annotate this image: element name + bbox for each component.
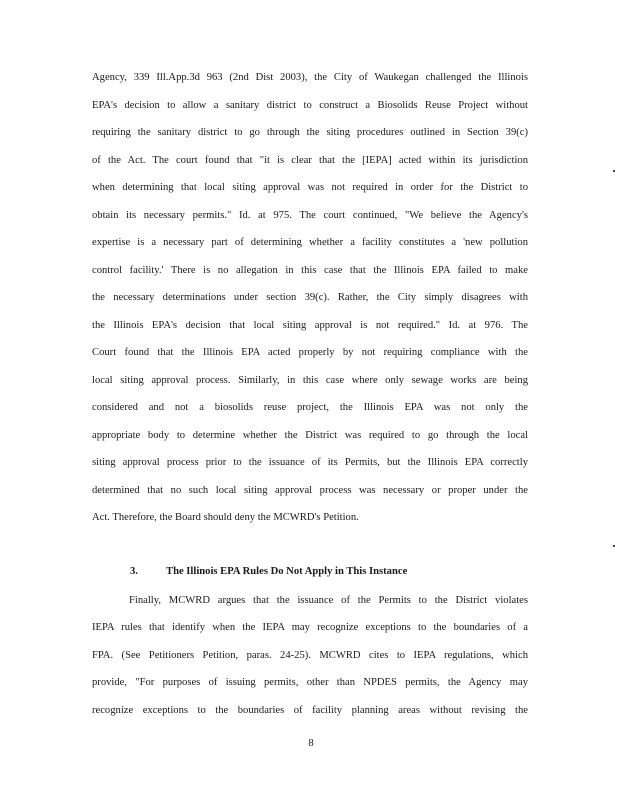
body-line: EPA's decision to allow a sanitary district to construct a Biosolids Reuse Project without [92, 100, 528, 111]
scan-edge [0, 0, 10, 800]
body-line: Agency, 339 Ill.App.3d 963 (2nd Dist 2003), the City of Waukegan challenged the Illinois [92, 72, 528, 83]
body-line: Act. Therefore, the Board should deny the MCWRD's Petition. [92, 512, 359, 523]
body-line: of the Act. The court found that "it is clear that the [IEPA] acted within its jurisdiction [92, 155, 528, 166]
body-line: recognize exceptions to the boundaries of facility planning areas without revising the [92, 705, 528, 716]
body-line: provide, "For purposes of issuing permits, other than NPDES permits, the Agency may [92, 677, 528, 688]
body-line: expertise is a necessary part of determining whether a facility constitutes a 'new pollution [92, 237, 528, 248]
body-line: when determining that local siting approval was not required in order for the District to [92, 182, 528, 193]
body-line: considered and not a biosolids reuse project, the Illinois EPA was not only the [92, 402, 528, 413]
body-line: determined that no such local siting approval process was necessary or proper under the [92, 485, 528, 496]
body-line: Court found that the Illinois EPA acted properly by not requiring compliance with the [92, 347, 528, 358]
body-line: local siting approval process. Similarly, in this case where only sewage works are being [92, 375, 528, 386]
section-number: 3. [130, 566, 138, 577]
scan-speck [613, 545, 615, 547]
scan-speck [613, 170, 615, 172]
body-line: the Illinois EPA's decision that local siting approval is not required." Id. at 976. The [92, 320, 528, 331]
body-line: control facility.' There is no allegation in this case that the Illinois EPA failed to make [92, 265, 528, 276]
section-title: The Illinois EPA Rules Do Not Apply in This Instance [166, 566, 408, 577]
body-line: IEPA rules that identify when the IEPA may recognize exceptions to the boundaries of a [92, 622, 528, 633]
body-line: obtain its necessary permits." Id. at 975. The court continued, "We believe the Agency's [92, 210, 528, 221]
body-line: FPA. (See Petitioners Petition, paras. 24-25). MCWRD cites to IEPA regulations, which [92, 650, 528, 661]
body-line: the necessary determinations under section 39(c). Rather, the City simply disagrees with [92, 292, 528, 303]
body-line: siting approval process prior to the issuance of its Permits, but the Illinois EPA correctly [92, 457, 528, 468]
body-line: requiring the sanitary district to go through the siting procedures outlined in Section 39(c) [92, 127, 528, 138]
body-line: appropriate body to determine whether the District was required to go through the local [92, 430, 528, 441]
page-number: 8 [308, 738, 314, 749]
body-line: Finally, MCWRD argues that the issuance of the Permits to the District violates [129, 595, 528, 606]
